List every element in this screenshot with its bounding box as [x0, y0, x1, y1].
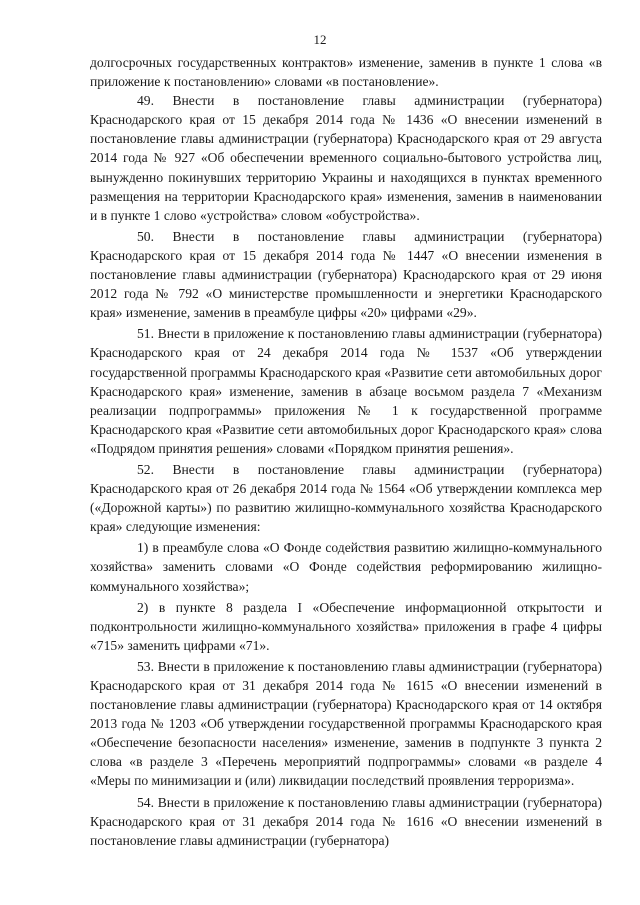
- paragraph-item-50: 50. Внести в постановление главы администрации (губернатора) Краснодарского края от 15 декабря 2014 года № 1447 «О внесении изменения в постановление главы администрации (губернатора) Краснодарского края от 29 июня 2012 года № 792 «О министерстве промышленности и энергетики Краснодарского края» изменение, заменив в преамбуле цифры «20» цифрами «29».: [90, 228, 602, 321]
- paragraph-item-51: 51. Внести в приложение к постановлению главы администрации (губернатора) Краснодарского края от 24 декабря 2014 года № 1537 «Об утверждении государственной программы Краснодарского края «Развитие сети автомобильных дорог Краснодарского края» изменение, заменив в абзаце восьмом раздела 7 «Механизм реализации подпрограммы» приложения № 1 к государственной программе Краснодарского края «Развитие сети автомобильных дорог Краснодарского края» слова «Подрядом принятия решения» словами «Порядком принятия решения».: [90, 326, 602, 456]
- paragraph-item-52: 52. Внести в постановление главы администрации (губернатора) Краснодарского края от 26 декабря 2014 года № 1564 «Об утверждении комплекса мер («Дорожной карты») по развитию жилищно-коммунального хозяйства Краснодарского края» следующие изменения:: [90, 461, 602, 535]
- page-number: 12: [313, 32, 327, 47]
- paragraph-item-53: 53. Внести в приложение к постановлению главы администрации (губернатора) Краснодарского края от 31 декабря 2014 года № 1615 «О внесении изменений в постановление главы администрации (губернатора) Краснодарского края от 14 октября 2013 года № 1203 «Об утверждении государственной программы Краснодарского края «Обеспечение безопасности населения» изменение, заменив в подпункте 3 пункта 2 слова «в разделе 3 «Перечень мероприятий подпрограммы» словами «в разделе 4 «Меры по минимизации и (или) ликвидации последствий проявления терроризма».: [90, 658, 602, 789]
- paragraph-continuation: долгосрочных государственных контрактов» изменение, заменив в пункте 1 слова «в приложение к постановлению» словами «в постановление».: [90, 55, 602, 90]
- paragraph-subitem-1: 1) в преамбуле слова «О Фонде содействия развитию жилищно-коммунального хозяйства» заменить словами «О Фонде содействия реформированию жилищно-коммунального хозяйства»;: [90, 540, 602, 594]
- document-body: [90, 53, 602, 850]
- paragraph-item-49: 49. Внести в постановление главы администрации (губернатора) Краснодарского края от 15 декабря 2014 года № 1436 «О внесении изменений в постановление главы администрации (губернатора) Краснодарского края от 29 августа 2014 года № 927 «Об обеспечении временного социально-бытового устройства лиц, вынужденно покинувших территорию Украины и находящихся в пунктах временного размещения на территории Краснодарского края» изменения, заменив в наименовании и в пункте 1 слово «устройства» словом «обустройства».: [90, 93, 602, 223]
- paragraph-item-54: 54. Внести в приложение к постановлению главы администрации (губернатора) Краснодарского края от 31 декабря 2014 года № 1616 «О внесении изменений в постановление главы администрации (губернатора): [90, 794, 602, 848]
- paragraph-subitem-2: 2) в пункте 8 раздела I «Обеспечение информационной открытости и подконтрольности жилищно-коммунального хозяйства» приложения в графе 4 цифры «715» заменить цифрами «71».: [90, 599, 602, 653]
